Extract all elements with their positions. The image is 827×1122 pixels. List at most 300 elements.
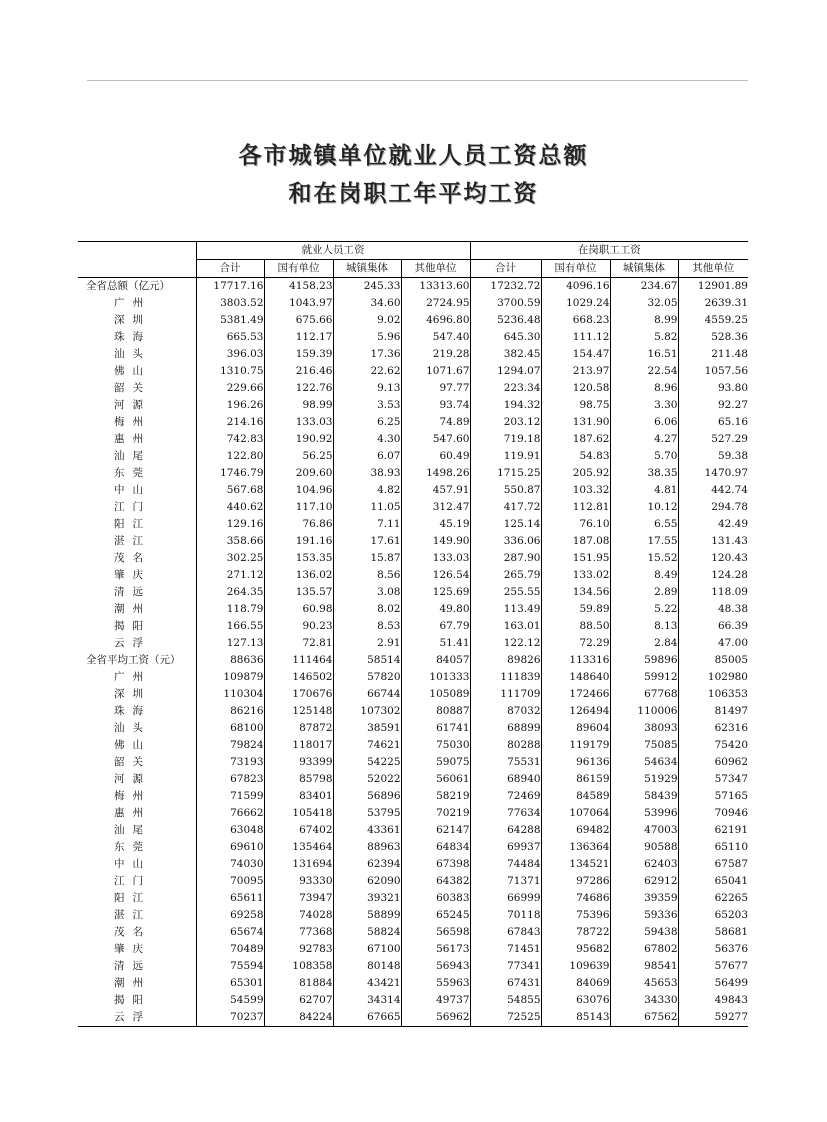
value-cell: 229.66 [196,380,264,397]
city-name: 佛山 [114,739,151,751]
value-cell: 52022 [333,771,401,788]
page-title-line-1: 各市城镇单位就业人员工资总额 [238,142,589,169]
value-cell: 92.27 [678,397,748,414]
value-cell: 67.79 [401,618,470,635]
value-cell: 47003 [610,822,678,839]
value-cell: 75030 [401,737,470,754]
value-cell: 8.96 [610,380,678,397]
city-name: 汕头 [114,722,151,734]
value-cell: 1043.97 [264,295,333,312]
value-cell: 34.60 [333,295,401,312]
value-cell: 2.91 [333,635,401,652]
value-cell: 358.66 [196,533,264,550]
value-cell: 675.66 [264,312,333,329]
value-cell: 567.68 [196,482,264,499]
city-name: 湛江 [114,909,151,921]
value-cell: 77341 [470,958,541,975]
table-row [78,618,748,635]
value-cell: 90.23 [264,618,333,635]
value-cell: 67402 [264,822,333,839]
value-cell: 131694 [264,856,333,873]
table-row [78,907,748,924]
value-cell: 17.55 [610,533,678,550]
value-cell: 38093 [610,720,678,737]
table-row [78,703,748,720]
value-cell: 62403 [610,856,678,873]
table-row [78,516,748,533]
value-cell: 63076 [541,992,610,1009]
table-row [78,805,748,822]
value-cell: 68100 [196,720,264,737]
value-cell: 5.70 [610,448,678,465]
value-cell: 219.28 [401,346,470,363]
value-cell: 59075 [401,754,470,771]
value-cell: 62394 [333,856,401,873]
city-name: 珠海 [114,705,151,717]
value-cell: 67823 [196,771,264,788]
table-row [78,448,748,465]
value-cell: 48.38 [678,601,748,618]
value-cell: 17717.16 [196,278,264,296]
value-cell: 336.06 [470,533,541,550]
value-cell: 191.16 [264,533,333,550]
value-cell: 45.19 [401,516,470,533]
value-cell: 1310.75 [196,363,264,380]
value-cell: 547.60 [401,431,470,448]
table-row [78,635,748,652]
city-name: 潮州 [114,977,151,989]
value-cell: 59438 [610,924,678,941]
value-cell: 131.90 [541,414,610,431]
value-cell: 2639.31 [678,295,748,312]
value-cell: 57347 [678,771,748,788]
value-cell: 45653 [610,975,678,992]
value-cell: 93.80 [678,380,748,397]
table-row [78,380,748,397]
value-cell: 1470.97 [678,465,748,482]
value-cell: 96136 [541,754,610,771]
value-cell: 214.16 [196,414,264,431]
table-row [78,567,748,584]
value-cell: 79824 [196,737,264,754]
city-name: 中山 [114,858,151,870]
value-cell: 126.54 [401,567,470,584]
value-cell: 742.83 [196,431,264,448]
value-cell: 2.84 [610,635,678,652]
table-row [78,873,748,890]
value-cell: 2724.95 [401,295,470,312]
city-name: 肇庆 [114,569,151,581]
value-cell: 59277 [678,1009,748,1027]
value-cell: 122.80 [196,448,264,465]
table-row [78,720,748,737]
value-cell: 11.05 [333,499,401,516]
value-cell: 196.26 [196,397,264,414]
value-cell: 76.10 [541,516,610,533]
value-cell: 645.30 [470,329,541,346]
value-cell: 271.12 [196,567,264,584]
value-cell: 547.40 [401,329,470,346]
city-name: 清远 [114,586,151,598]
value-cell: 43361 [333,822,401,839]
value-cell: 120.43 [678,550,748,567]
value-cell: 166.55 [196,618,264,635]
city-name: 汕尾 [114,824,151,836]
table-row [78,754,748,771]
value-cell: 57165 [678,788,748,805]
value-cell: 74030 [196,856,264,873]
value-cell: 59.89 [541,601,610,618]
value-cell: 67562 [610,1009,678,1027]
value-cell: 4.30 [333,431,401,448]
value-cell: 8.13 [610,618,678,635]
value-cell: 205.92 [541,465,610,482]
value-cell: 56962 [401,1009,470,1027]
value-cell: 73947 [264,890,333,907]
table-row [78,856,748,873]
value-cell: 146502 [264,669,333,686]
value-cell: 64834 [401,839,470,856]
value-cell: 264.35 [196,584,264,601]
city-name: 云浮 [114,637,151,649]
value-cell: 118017 [264,737,333,754]
table-row [78,771,748,788]
column-header: 城镇集体 [610,260,678,278]
value-cell: 109639 [541,958,610,975]
value-cell: 223.34 [470,380,541,397]
value-cell: 59336 [610,907,678,924]
value-cell: 3.08 [333,584,401,601]
value-cell: 112.17 [264,329,333,346]
value-cell: 70489 [196,941,264,958]
value-cell: 76.86 [264,516,333,533]
city-name: 广州 [114,297,151,309]
value-cell: 8.02 [333,601,401,618]
value-cell: 60.49 [401,448,470,465]
value-cell: 62316 [678,720,748,737]
value-cell: 2.89 [610,584,678,601]
value-cell: 75420 [678,737,748,754]
value-cell: 56943 [401,958,470,975]
value-cell: 72.29 [541,635,610,652]
value-cell: 6.25 [333,414,401,431]
value-cell: 3.53 [333,397,401,414]
value-cell: 56499 [678,975,748,992]
value-cell: 135.57 [264,584,333,601]
wage-table [78,241,748,1027]
table-row [78,431,748,448]
page-title-line-2: 和在岗职工年平均工资 [288,180,539,207]
value-cell: 17.61 [333,533,401,550]
value-cell: 136.02 [264,567,333,584]
value-cell: 159.39 [264,346,333,363]
value-cell: 88963 [333,839,401,856]
value-cell: 75531 [470,754,541,771]
value-cell: 58899 [333,907,401,924]
value-cell: 10.12 [610,499,678,516]
table-row [78,890,748,907]
value-cell: 4.82 [333,482,401,499]
value-cell: 153.35 [264,550,333,567]
column-header: 合计 [470,260,541,278]
table-row [78,737,748,754]
value-cell: 76662 [196,805,264,822]
value-cell: 87872 [264,720,333,737]
value-cell: 3700.59 [470,295,541,312]
value-cell: 74.89 [401,414,470,431]
value-cell: 54599 [196,992,264,1009]
value-cell: 58219 [401,788,470,805]
value-cell: 88636 [196,652,264,669]
value-cell: 87032 [470,703,541,720]
value-cell: 75396 [541,907,610,924]
value-cell: 80887 [401,703,470,720]
value-cell: 92783 [264,941,333,958]
column-header: 国有单位 [264,260,333,278]
value-cell: 71371 [470,873,541,890]
value-cell: 58439 [610,788,678,805]
value-cell: 67843 [470,924,541,941]
value-cell: 4158.23 [264,278,333,296]
value-cell: 134.56 [541,584,610,601]
value-cell: 4559.25 [678,312,748,329]
value-cell: 6.06 [610,414,678,431]
value-cell: 90588 [610,839,678,856]
value-cell: 86159 [541,771,610,788]
value-cell: 67768 [610,686,678,703]
city-name: 江门 [114,875,151,887]
value-cell: 83401 [264,788,333,805]
value-cell: 84069 [541,975,610,992]
value-cell: 89826 [470,652,541,669]
value-cell: 245.33 [333,278,401,296]
value-cell: 187.62 [541,431,610,448]
value-cell: 81884 [264,975,333,992]
value-cell: 67100 [333,941,401,958]
value-cell: 38.35 [610,465,678,482]
value-cell: 1071.67 [401,363,470,380]
table-row [78,329,748,346]
value-cell: 131.43 [678,533,748,550]
value-cell: 85005 [678,652,748,669]
value-cell: 719.18 [470,431,541,448]
value-cell: 8.99 [610,312,678,329]
value-cell: 54.83 [541,448,610,465]
value-cell: 312.47 [401,499,470,516]
table-row [78,312,748,329]
value-cell: 49843 [678,992,748,1009]
city-name: 揭阳 [114,620,151,632]
value-cell: 73193 [196,754,264,771]
value-cell: 255.55 [470,584,541,601]
value-cell: 62707 [264,992,333,1009]
value-cell: 62191 [678,822,748,839]
value-cell: 12901.89 [678,278,748,296]
value-cell: 71451 [470,941,541,958]
section-label: 全省总额（亿元） [86,280,170,292]
value-cell: 151.95 [541,550,610,567]
value-cell: 67802 [610,941,678,958]
value-cell: 127.13 [196,635,264,652]
value-cell: 65.16 [678,414,748,431]
value-cell: 216.46 [264,363,333,380]
city-name: 潮州 [114,603,151,615]
city-name: 揭阳 [114,994,151,1006]
value-cell: 62090 [333,873,401,890]
value-cell: 209.60 [264,465,333,482]
value-cell: 56376 [678,941,748,958]
city-name: 惠州 [114,433,151,445]
value-cell: 57820 [333,669,401,686]
value-cell: 67431 [470,975,541,992]
value-cell: 63048 [196,822,264,839]
value-cell: 6.07 [333,448,401,465]
city-name: 深圳 [114,688,151,700]
table-row [78,414,748,431]
value-cell: 136364 [541,839,610,856]
value-cell: 1746.79 [196,465,264,482]
value-cell: 148640 [541,669,610,686]
value-cell: 65245 [401,907,470,924]
value-cell: 65041 [678,873,748,890]
city-name: 梅州 [114,790,151,802]
value-cell: 51929 [610,771,678,788]
value-cell: 70219 [401,805,470,822]
city-name: 珠海 [114,331,151,343]
city-name: 广州 [114,671,151,683]
group-header-onpost: 在岗职工工资 [470,242,748,260]
value-cell: 84224 [264,1009,333,1027]
value-cell: 67398 [401,856,470,873]
value-cell: 60383 [401,890,470,907]
group-header-employed: 就业人员工资 [196,242,470,260]
value-cell: 112.81 [541,499,610,516]
city-name: 茂名 [114,552,151,564]
value-cell: 69937 [470,839,541,856]
value-cell: 98541 [610,958,678,975]
value-cell: 187.08 [541,533,610,550]
table-row [78,550,748,567]
value-cell: 58824 [333,924,401,941]
value-cell: 58514 [333,652,401,669]
value-cell: 59896 [610,652,678,669]
value-cell: 104.96 [264,482,333,499]
city-name: 梅州 [114,416,151,428]
city-name: 肇庆 [114,943,151,955]
value-cell: 62147 [401,822,470,839]
value-cell: 4096.16 [541,278,610,296]
section-total-row [78,278,748,296]
value-cell: 122.76 [264,380,333,397]
value-cell: 54225 [333,754,401,771]
value-cell: 213.97 [541,363,610,380]
table-row [78,533,748,550]
city-name: 清远 [114,960,151,972]
value-cell: 55963 [401,975,470,992]
value-cell: 172466 [541,686,610,703]
value-cell: 1029.24 [541,295,610,312]
value-cell: 74621 [333,737,401,754]
value-cell: 70095 [196,873,264,890]
value-cell: 133.03 [264,414,333,431]
city-name: 汕尾 [114,450,151,462]
city-name: 韶关 [114,382,151,394]
value-cell: 119179 [541,737,610,754]
value-cell: 84057 [401,652,470,669]
value-cell: 5.96 [333,329,401,346]
value-cell: 194.32 [470,397,541,414]
value-cell: 101333 [401,669,470,686]
value-cell: 1498.26 [401,465,470,482]
value-cell: 65301 [196,975,264,992]
table-row [78,1009,748,1027]
value-cell: 265.79 [470,567,541,584]
table-row [78,686,748,703]
value-cell: 170676 [264,686,333,703]
value-cell: 67665 [333,1009,401,1027]
stub-header [78,242,196,278]
column-header: 其他单位 [401,260,470,278]
value-cell: 15.87 [333,550,401,567]
table-row [78,992,748,1009]
value-cell: 65203 [678,907,748,924]
value-cell: 93.74 [401,397,470,414]
value-cell: 72525 [470,1009,541,1027]
value-cell: 7.11 [333,516,401,533]
value-cell: 102980 [678,669,748,686]
value-cell: 109879 [196,669,264,686]
city-name: 佛山 [114,365,151,377]
value-cell: 17.36 [333,346,401,363]
value-cell: 111464 [264,652,333,669]
value-cell: 126494 [541,703,610,720]
value-cell: 49737 [401,992,470,1009]
value-cell: 34314 [333,992,401,1009]
value-cell: 211.48 [678,346,748,363]
value-cell: 1294.07 [470,363,541,380]
value-cell: 124.28 [678,567,748,584]
value-cell: 70946 [678,805,748,822]
value-cell: 69258 [196,907,264,924]
value-cell: 54634 [610,754,678,771]
value-cell: 105418 [264,805,333,822]
value-cell: 89604 [541,720,610,737]
value-cell: 64288 [470,822,541,839]
value-cell: 103.32 [541,482,610,499]
value-cell: 71599 [196,788,264,805]
value-cell: 66.39 [678,618,748,635]
value-cell: 78722 [541,924,610,941]
value-cell: 70237 [196,1009,264,1027]
value-cell: 287.90 [470,550,541,567]
value-cell: 149.90 [401,533,470,550]
city-name: 汕头 [114,348,151,360]
value-cell: 53996 [610,805,678,822]
value-cell: 4696.80 [401,312,470,329]
table-row [78,669,748,686]
value-cell: 110006 [610,703,678,720]
value-cell: 106353 [678,686,748,703]
table-row [78,397,748,414]
value-cell: 417.72 [470,499,541,516]
value-cell: 69610 [196,839,264,856]
value-cell: 550.87 [470,482,541,499]
value-cell: 97286 [541,873,610,890]
value-cell: 668.23 [541,312,610,329]
value-cell: 665.53 [196,329,264,346]
value-cell: 5381.49 [196,312,264,329]
table-row [78,346,748,363]
